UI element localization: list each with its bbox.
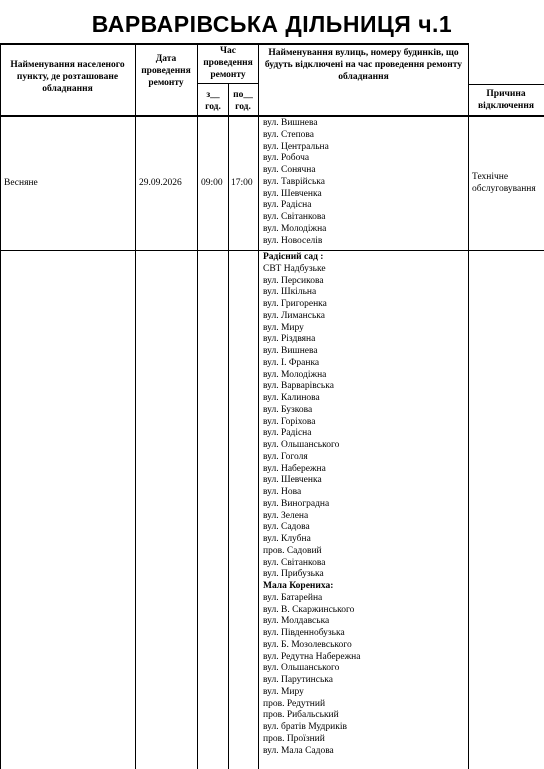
- street-item: вул. Вишнева: [263, 118, 318, 128]
- row-divider: [0, 250, 544, 251]
- street-item: вул. Персикова: [263, 275, 324, 286]
- street-item: вул. Шкільна: [263, 287, 317, 298]
- row1-reason: Технічне обслуговування: [472, 172, 536, 194]
- street-item: вул. Бузкова: [263, 404, 313, 415]
- street-item: вул. В. Скаржинського: [263, 604, 355, 615]
- street-item: пров. Садовий: [263, 545, 322, 556]
- street-item: пров. Проїзний: [263, 733, 325, 744]
- street-item: вул. Ольшанського: [263, 663, 340, 674]
- street-item: вул. Молодіжна: [263, 223, 327, 234]
- street-item: вул. Шевченка: [263, 475, 322, 486]
- street-item: вул. І. Франка: [263, 357, 320, 368]
- reason-header-top-border: [468, 84, 544, 85]
- street-item: вул. Горіхова: [263, 416, 316, 427]
- street-item: вул. Батарейна: [263, 592, 323, 603]
- street-group-heading: Мала Корениха:: [263, 581, 334, 591]
- row1-time-from: 09:00: [201, 178, 223, 188]
- street-item: вул. Сонячна: [263, 165, 316, 175]
- header-streets: Найменування вулиць, номеру будинків, що будуть відключені на час проведення ремонту обладнання: [264, 48, 463, 82]
- col-border-5: [468, 43, 469, 769]
- street-item: вул. Південнобузька: [263, 628, 345, 638]
- street-item: вул. Світанкова: [263, 557, 326, 568]
- street-item: вул. Зелена: [263, 510, 309, 521]
- street-item: вул. Григоренка: [263, 299, 327, 309]
- street-item: вул. Ольшанського: [263, 440, 340, 450]
- street-item: вул. Прибузька: [263, 569, 324, 580]
- row1-settlement: Весняне: [4, 178, 38, 188]
- street-item: вул. Клубна: [263, 534, 311, 544]
- street-item: вул. Різдвяна: [263, 334, 316, 345]
- street-item: вул. Нова: [263, 487, 302, 497]
- street-item: вул. Гоголя: [263, 451, 308, 462]
- street-item: вул. Редутна Набережна: [263, 651, 361, 662]
- street-item: пров. Редутний: [263, 698, 326, 709]
- row2-street-list: [263, 252, 360, 757]
- street-item: вул. Світанкова: [263, 212, 326, 222]
- street-item: вул. Молдавська: [263, 616, 330, 627]
- street-item: вул. Вишнева: [263, 346, 318, 356]
- header-settlement: Найменування населеного пункту, де розташоване обладнання: [10, 60, 125, 94]
- street-item: вул. Лиманська: [263, 310, 325, 321]
- street-item: вул. Парутинська: [263, 675, 333, 685]
- header-time-to: по__ год.: [233, 90, 253, 112]
- outage-table: [0, 43, 544, 769]
- header-date: Дата проведення ремонту: [141, 54, 191, 88]
- street-item: вул. братів Мудриків: [263, 722, 347, 732]
- row1-street-list: [263, 118, 329, 247]
- street-item: вул. Миру: [263, 686, 304, 697]
- street-item: вул. Виноградна: [263, 498, 330, 509]
- street-item: вул. Варварівська: [263, 381, 334, 392]
- street-item: вул. Калинова: [263, 393, 320, 403]
- row1-date: 29.09.2026: [139, 178, 182, 188]
- page-title: ВАРВАРІВСЬКА ДІЛЬНИЦЯ ч.1: [91, 11, 453, 37]
- street-item: СВТ Надбузьке: [263, 263, 326, 274]
- street-item: вул. Центральна: [263, 141, 329, 152]
- street-item: вул. Б. Мозолевського: [263, 639, 352, 650]
- street-item: вул. Новоселів: [263, 235, 323, 246]
- street-item: вул. Степова: [263, 129, 314, 140]
- street-item: вул. Радісна: [263, 428, 312, 439]
- street-item: вул. Садова: [263, 522, 310, 533]
- street-item: вул. Молодіжна: [263, 369, 327, 380]
- street-item: вул. Робоча: [263, 153, 310, 164]
- street-item: вул. Радісна: [263, 200, 312, 211]
- street-item: вул. Миру: [263, 322, 304, 333]
- col-border-2: [197, 43, 198, 769]
- street-item: вул. Таврійська: [263, 176, 325, 187]
- header-time-from: з__ год.: [205, 90, 221, 112]
- header-bottom-border: [0, 115, 544, 117]
- row1-time-to: 17:00: [231, 178, 253, 188]
- header-time-group: Час проведення ремонту: [203, 46, 253, 80]
- street-item: вул. Набережна: [263, 463, 326, 474]
- street-item: пров. Рибальський: [263, 710, 339, 721]
- col-border-4: [258, 43, 259, 769]
- col-border-3: [228, 83, 229, 769]
- header-reason: Причина відключення: [478, 89, 534, 111]
- street-item: вул. Мала Садова: [263, 745, 334, 756]
- col-border-0: [0, 43, 1, 769]
- col-border-1: [135, 43, 136, 769]
- street-group-heading: Радісний сад :: [263, 252, 324, 262]
- street-item: вул. Шевченка: [263, 188, 322, 199]
